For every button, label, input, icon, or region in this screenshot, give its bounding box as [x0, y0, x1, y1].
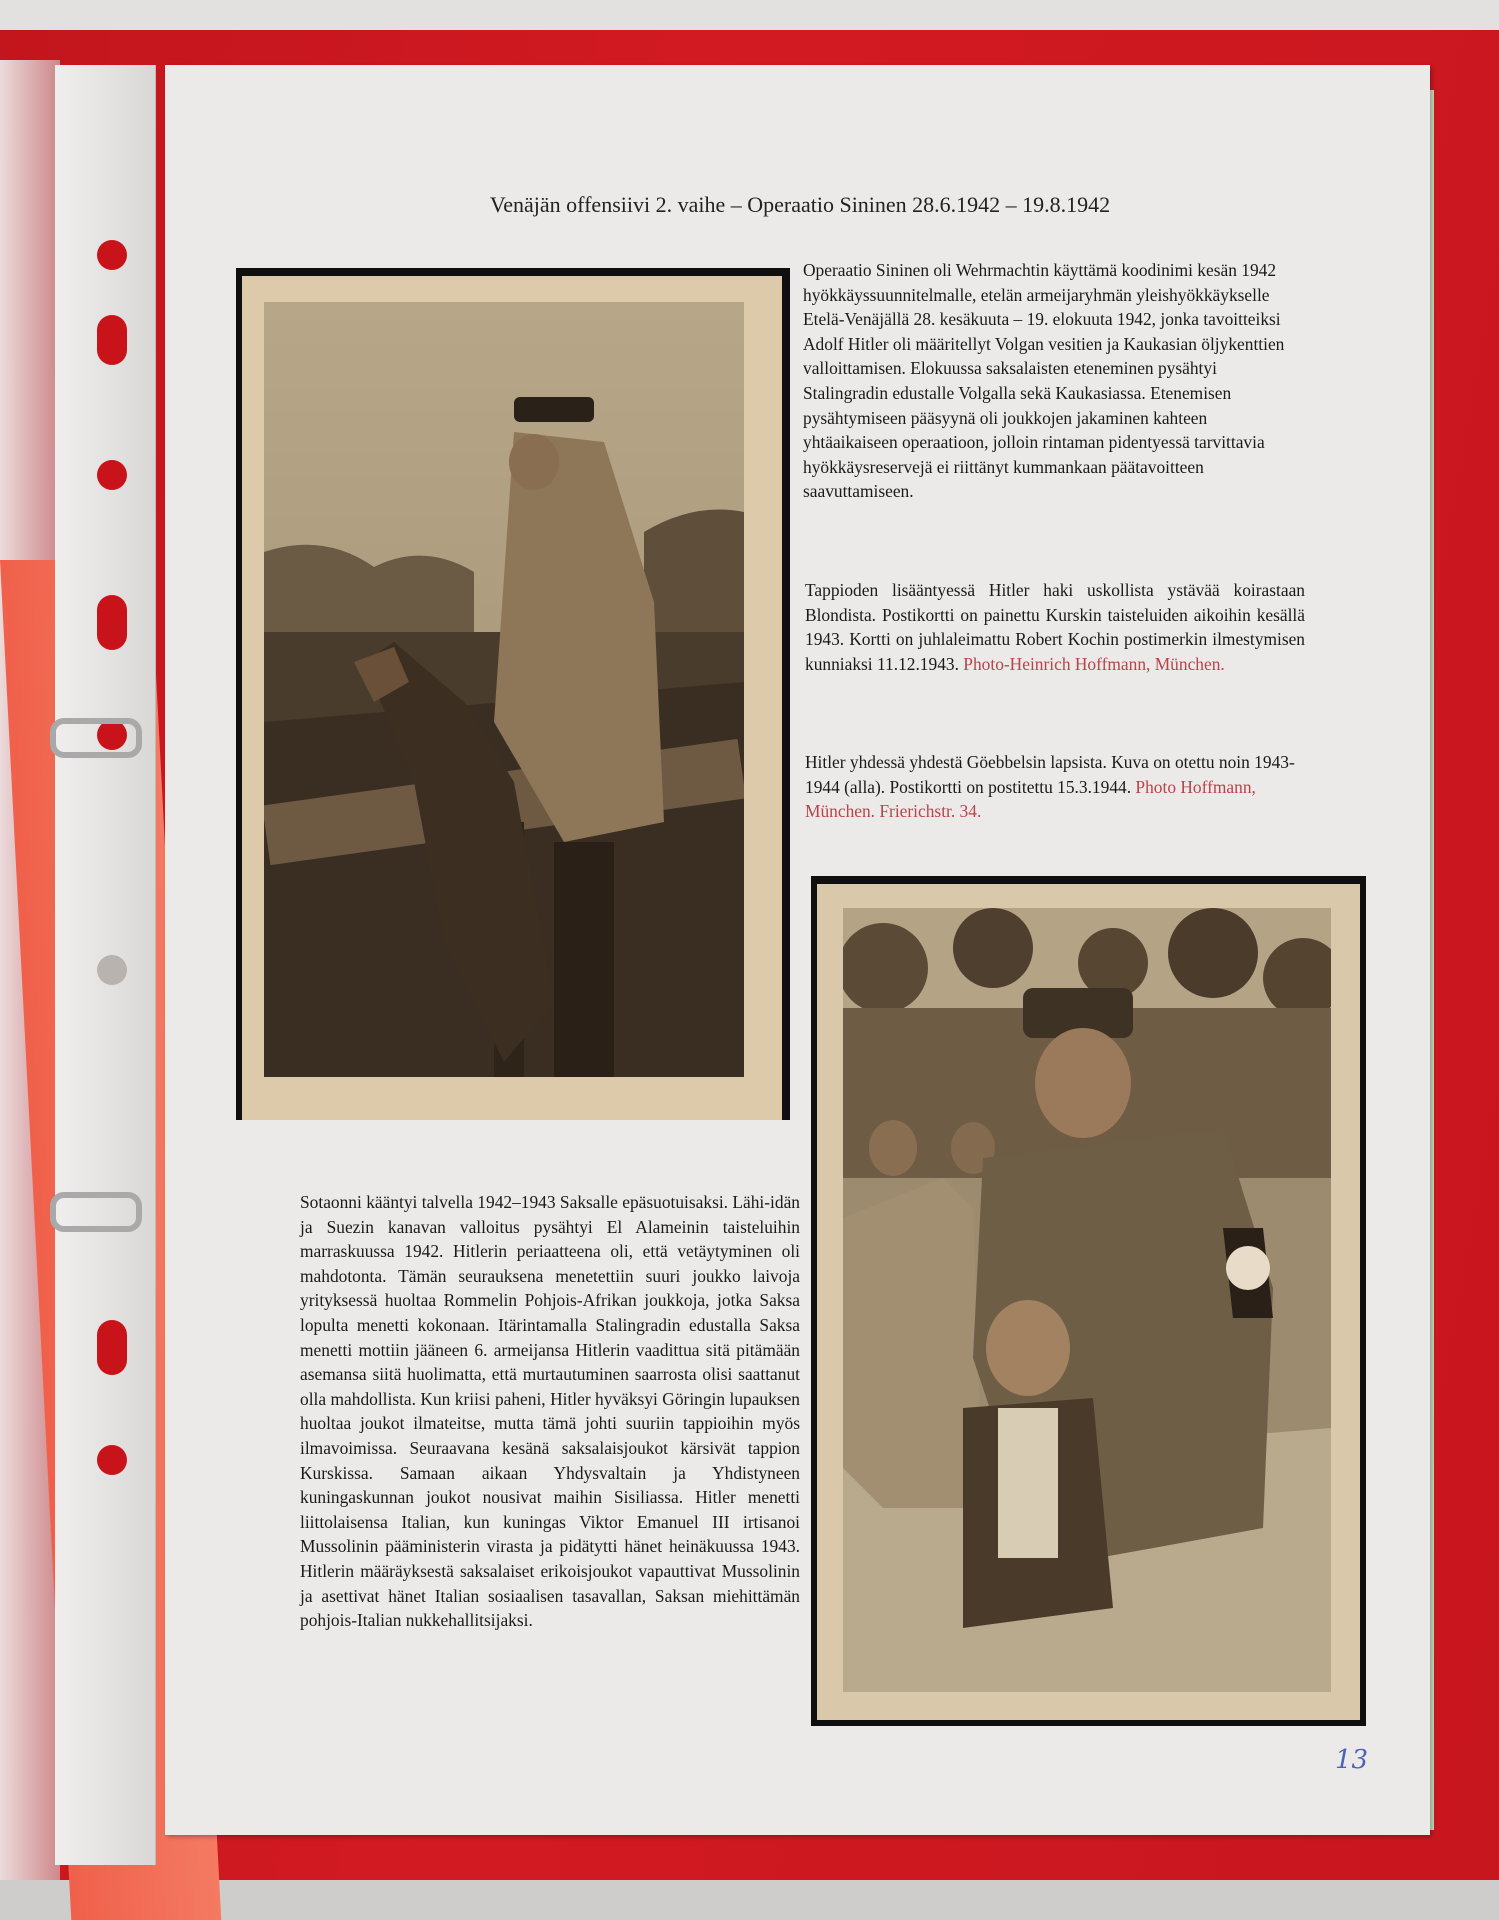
dog-photo-image — [264, 302, 744, 1077]
binder-ring — [50, 1192, 142, 1232]
photo-credit-hoffmann-munchen: Photo Hoffmann, München. Frierichstr. 34. — [805, 776, 1256, 822]
punch-hole — [97, 240, 127, 270]
postcard-child — [817, 884, 1360, 1720]
page-number: 13 — [1335, 1745, 1369, 1775]
paragraph-goebbels-child — [805, 750, 1305, 824]
paragraph-1-text: Operaatio Sininen oli Wehrmachtin käyttämä koodinimi kesän 1942 hyökkäyssuunnitelmalle, etelän armeijaryhmän yleishyökkäykselle Etelä-Venäjällä 28. kesäkuuta – 19. elokuuta 1942, jonka tavoitteiksi Adolf Hitler oli määritellyt Volgan vesitien ja Kaukasian öljykenttien valloittamisen. Elokuussa saksalaisten eteneminen pysähtyi Stalingradin edustalle Volgalla sekä Kaukasiassa. Etenemisen pysähtymiseen pääsyynä oli joukkojen jakaminen kahteen yhtäaikaiseen operaatioon, jolloin rintaman pidentyessä tarvittavia hyökkäysreservejä ei riittänyt kummankaan päätavoitteen saavuttamiseen. — [803, 260, 1285, 502]
punch-hole — [97, 595, 127, 650]
postcard-dog — [242, 276, 782, 1120]
punch-hole — [97, 955, 127, 985]
paragraph-3-text: Hitler yhdessä yhdestä Göebbelsin lapsista. Kuva on otettu noin 1943-1944 (alla). Postikortti on postitettu 15.3.1944. — [805, 752, 1295, 797]
photo-man-with-dog — [264, 302, 744, 1077]
tabletop-background-bottom — [0, 1880, 1499, 1920]
punch-hole — [97, 1320, 127, 1375]
paragraph-3-wrap — [805, 750, 1305, 824]
tabletop-background — [0, 0, 1499, 30]
punch-hole — [97, 1445, 127, 1475]
paragraph-operation-blue — [803, 258, 1305, 504]
photo-credit-hoffmann: Photo-Heinrich Hoffmann, München. — [963, 653, 1225, 674]
child-photo-image — [843, 908, 1331, 1692]
paragraph-blondi — [805, 578, 1305, 676]
binder-ring — [50, 718, 142, 758]
page-title: Venäjän offensiivi 2. vaihe – Operaatio Sininen 28.6.1942 – 19.8.1942 — [489, 192, 1111, 217]
paragraph-2-wrap — [805, 578, 1305, 676]
paragraph-fortunes-of-war — [300, 1190, 800, 1633]
punch-hole — [97, 315, 127, 365]
sheet-protector-hole-strip — [55, 65, 156, 1865]
punch-hole — [97, 460, 127, 490]
paragraph-2-text: Tappioden lisääntyessä Hitler haki uskollista ystävää koirastaan Blondista. Postikortti on painettu Kurskin taisteluiden aikoihin kesällä 1943. Kortti on juhlaleimattu Robert Kochin postimerkin ilmestymisen kunniaksi 11.12.1943. — [805, 580, 1305, 674]
paragraph-4-text: Sotaonni kääntyi talvella 1942–1943 Saksalle epäsuotuisaksi. Lähi-idän ja Suezin kanavan valloitus pysähtyi El Alameinin taisteluihin marraskuussa 1942. Hitlerin periaatteena oli, että vetäytyminen oli mahdotonta. Tämän seurauksena menetettiin suuri joukko laivoja yrityksessä huoltaa Rommelin Pohjois-Afrikan joukkoja, jotka Saksa lopulta menetti kokonaan. Itärintamalla Stalingradin edustalla Saksa menetti mottiin jääneen 6. armeijansa Hitlerin vaadittua sitä pitämään asemansa siitä huolimatta, että murtautuminen saarrosta olisi saattanut olla mahdollista. Kun kriisi paheni, Hitler hyväksyi Göringin lupauksen huoltaa joukot ilmateitse, mutta tämä johti suuriin tappioihin myös ilmavoimissa. Seuraavana kesänä saksalaisjoukot kärsivät tappion Kurskissa. Samaan aikaan Yhdysvaltain ja Yhdistyneen kuningaskunnan joukot nousivat maihin Sisiliassa. Hitler menetti liittolaisensa Italian, kun kuningas Viktor Emanuel III irtisanoi Mussolinin pääministerin virasta ja pidätytti hänet heinäkuussa 1943. Hitlerin määräyksestä saksalaiset erikoisjoukot vapauttivat Mussolinin ja asettivat hänet Italian sosiaalisen tasavallan, Saksan miehittämän pohjois-Italian nukkehallitsijaksi. — [300, 1192, 800, 1631]
photo-man-with-child — [843, 908, 1331, 1692]
